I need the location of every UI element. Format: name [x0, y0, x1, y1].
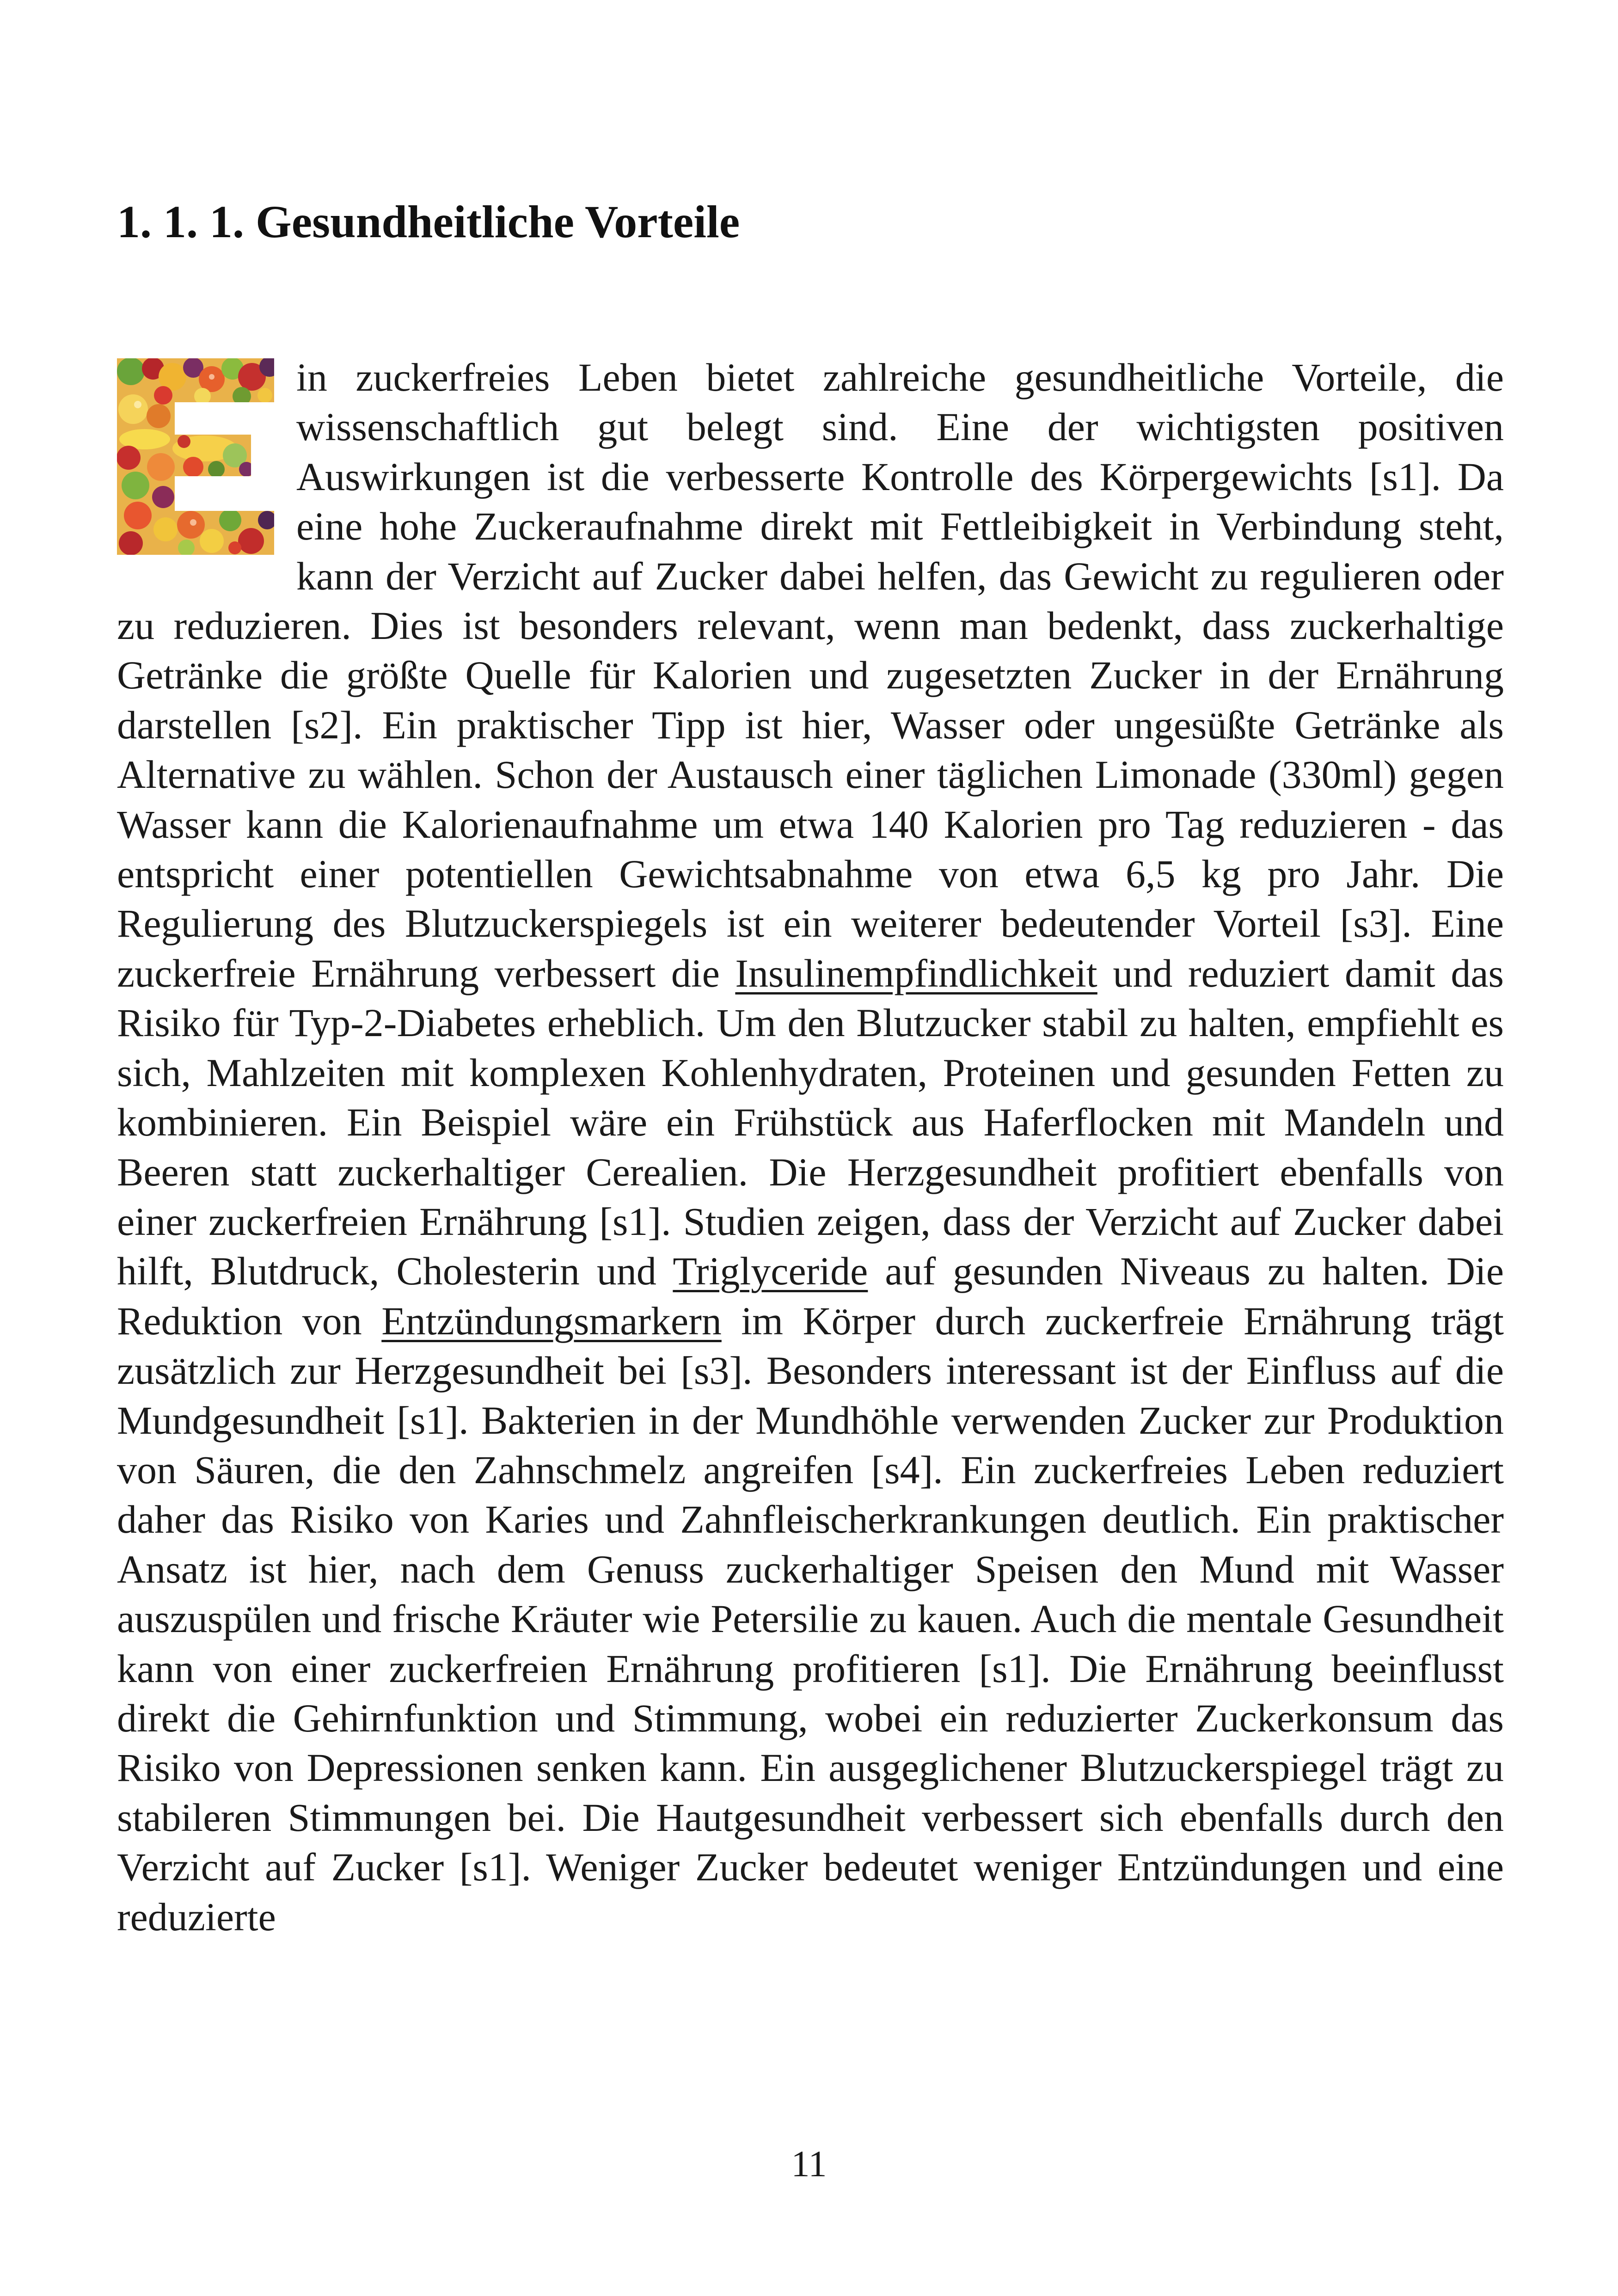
- fruit-e-icon: [117, 358, 274, 555]
- paragraph-text-run: und reduziert damit das Risiko für Typ-2-Diabetes erheblich. Um den Blutzucker stabil zu halten, empfiehlt es sich, Mahlzeiten mit komplexen Kohlenhydraten, Proteinen und gesunden Fetten zu kombinieren. Ein Beispiel wäre ein Frühstück aus Haferflocken mit Mandeln und Beeren statt zuckerhaltiger Cerealien. Die Herzgesundheit profitiert ebenfalls von einer zuckerfreien Ernährung [s1]. Studien zeigen, dass der Verzicht auf Zucker dabei hilft, Blutdruck, Cholesterin und: [117, 951, 1504, 1294]
- page-number: 11: [791, 2144, 827, 2185]
- underlined-term: Entzündungsmarkern: [381, 1298, 722, 1343]
- underlined-term: Insulinempfindlichkeit: [735, 951, 1097, 995]
- body-paragraph: [117, 353, 1504, 1942]
- paragraph-text-run: in zuckerfreies Leben bietet zahlreiche gesundheitliche Vorteile, die wissenschaftlich gut belegt sind. Eine der wichtigsten positiven Auswirkungen ist die verbesserte Kontrolle des Körpergewichts [s1]. Da eine hohe Zuckeraufnahme direkt mit Fettleibigkeit in Verbindung steht, kann der Verzicht auf Zucker dabei helfen, das Gewicht zu regulieren oder zu reduzieren. Dies ist besonders relevant, wenn man bedenkt, dass zuckerhaltige Getränke die größte Quelle für Kalorien und zugesetzten Zucker in der Ernährung darstellen [s2]. Ein praktischer Tipp ist hier, Wasser oder ungesüßte Getränke als Alternative zu wählen. Schon der Austausch einer täglichen Limonade (330ml) gegen Wasser kann die Kalorienaufnahme um etwa 140 Kalorien pro Tag reduzieren - das entspricht einer potentiellen Gewichtsabnahme von etwa 6,5 kg pro Jahr. Die Regulierung des Blutzuckerspiegels ist ein weiterer bedeutender Vorteil [s3]. Eine zuckerfreie Ernährung verbessert die: [117, 355, 1504, 995]
- section-heading: 1. 1. 1. Gesundheitliche Vorteile: [117, 196, 740, 247]
- paragraph-text-run: auf gesunden Niveaus zu halten. Die Reduktion von: [117, 1249, 1504, 1343]
- fruit-dropcap-letter: [117, 358, 274, 555]
- paragraph-text-run: im Körper durch zuckerfreie Ernährung trägt zusätzlich zur Herzgesundheit bei [s3]. Besonders interessant ist der Einfluss auf die Mundgesundheit [s1]. Bakterien in der Mundhöhle verwenden Zucker zur Produktion von Säuren, die den Zahnschmelz angreifen [s4]. Ein zuckerfreies Leben reduziert daher das Risiko von Karies und Zahnfleischerkrankungen deutlich. Ein praktischer Ansatz ist hier, nach dem Genuss zuckerhaltiger Speisen den Mund mit Wasser auszuspülen und frische Kräuter wie Petersilie zu kauen. Auch die mentale Gesundheit kann von einer zuckerfreien Ernährung profitieren [s1]. Die Ernährung beeinflusst direkt die Gehirnfunktion und Stimmung, wobei ein reduzierter Zuckerkonsum das Risiko von Depressionen senken kann. Ein ausgeglichener Blutzuckerspiegel trägt zu stabileren Stimmungen bei. Die Hautgesundheit verbessert sich ebenfalls durch den Verzicht auf Zucker [s1]. Weniger Zucker bedeutet weniger Entzündungen und eine reduzierte: [117, 1298, 1504, 1939]
- underlined-term: Triglyceride: [673, 1249, 868, 1294]
